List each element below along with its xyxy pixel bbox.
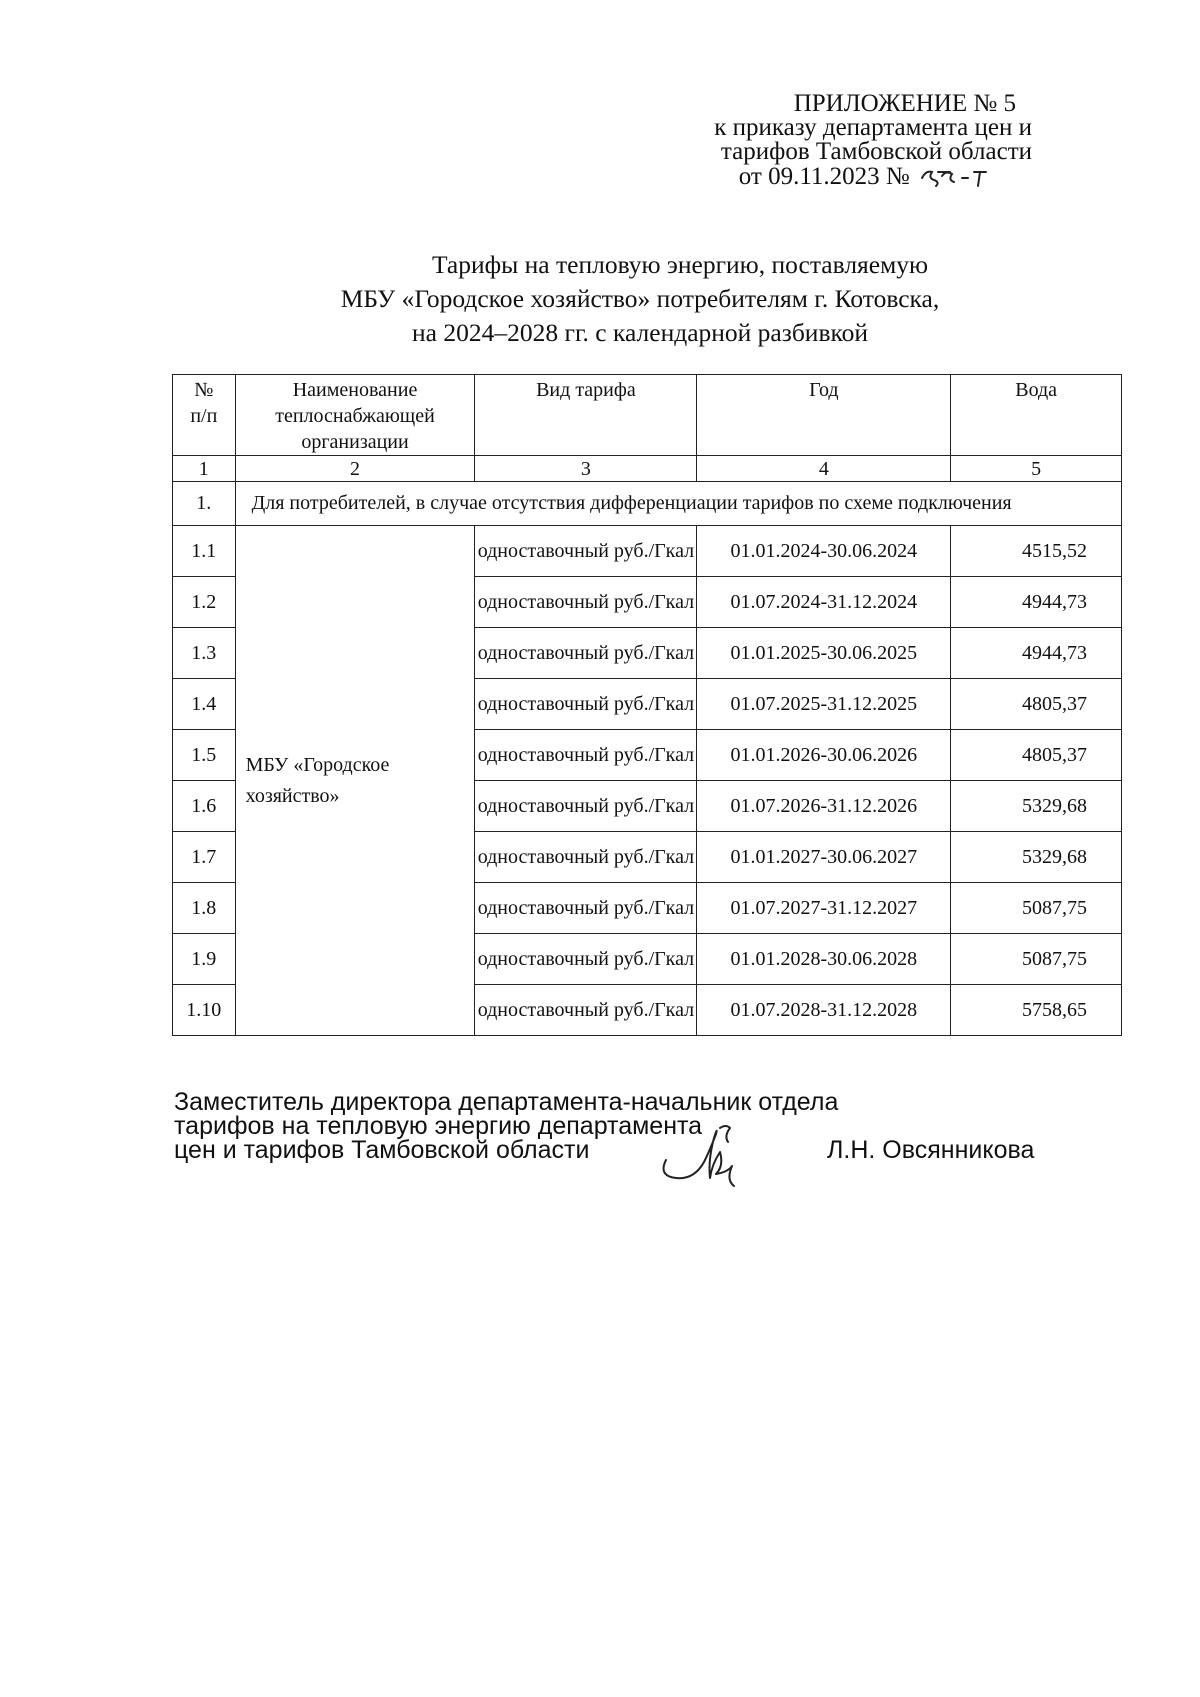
tariff-type: одноставочный руб./Гкал xyxy=(475,526,697,577)
header-organization: Наименование теплоснабжающей организации xyxy=(235,375,475,456)
col-number: 3 xyxy=(475,456,697,482)
document-title xyxy=(280,248,1000,350)
organization-cell: МБУ «Городское хозяйство» xyxy=(235,526,475,1036)
tariff-type: одноставочный руб./Гкал xyxy=(475,934,697,985)
period: 01.01.2025-30.06.2025 xyxy=(697,628,951,679)
row-num: 1.10 xyxy=(173,985,236,1036)
title-line-2: МБУ «Городское хозяйство» потребителям г. Котовска, xyxy=(340,284,940,313)
water-value: 5329,68 xyxy=(951,781,1122,832)
appendix-line-3: тарифов Тамбовской области xyxy=(720,138,1032,165)
water-value: 5758,65 xyxy=(951,985,1122,1036)
tariff-type: одноставочный руб./Гкал xyxy=(475,577,697,628)
section-text: Для потребителей, в случае отсутствия дифференциации тарифов по схеме подключения xyxy=(235,482,1121,526)
period: 01.01.2026-30.06.2026 xyxy=(697,730,951,781)
header-num: № п/п xyxy=(173,375,236,456)
appendix-line-2: к приказу департамента цен и xyxy=(714,114,1032,141)
row-num: 1.3 xyxy=(173,628,236,679)
period: 01.07.2028-31.12.2028 xyxy=(697,985,951,1036)
period: 01.01.2027-30.06.2027 xyxy=(697,832,951,883)
signer-position-line-1: Заместитель директора департамента-начальник отдела xyxy=(174,1088,839,1116)
water-value: 4805,37 xyxy=(951,730,1122,781)
row-num: 1.4 xyxy=(173,679,236,730)
appendix-header xyxy=(572,92,1032,189)
col-number: 4 xyxy=(697,456,951,482)
header-tariff-type: Вид тарифа xyxy=(475,375,697,456)
period: 01.01.2028-30.06.2028 xyxy=(697,934,951,985)
signer-position-line-3: цен и тарифов Тамбовской области xyxy=(174,1136,590,1164)
period: 01.07.2024-31.12.2024 xyxy=(697,577,951,628)
appendix-title: ПРИЛОЖЕНИЕ № 5 xyxy=(793,90,1016,117)
tariff-type: одноставочный руб./Гкал xyxy=(475,628,697,679)
row-num: 1.8 xyxy=(173,883,236,934)
tariff-type: одноставочный руб./Гкал xyxy=(475,832,697,883)
header-row xyxy=(173,375,1122,456)
section-row xyxy=(173,482,1122,526)
water-value: 5087,75 xyxy=(951,934,1122,985)
water-value: 5087,75 xyxy=(951,883,1122,934)
tariff-type: одноставочный руб./Гкал xyxy=(475,781,697,832)
row-num: 1.6 xyxy=(173,781,236,832)
col-number: 2 xyxy=(235,456,475,482)
row-num: 1.2 xyxy=(173,577,236,628)
tariff-type: одноставочный руб./Гкал xyxy=(475,679,697,730)
table-row xyxy=(173,526,1122,577)
section-num: 1. xyxy=(173,482,236,526)
water-value: 5329,68 xyxy=(951,832,1122,883)
signer-position-line-2: тарифов на тепловую энергию департамента xyxy=(174,1112,703,1140)
row-num: 1.7 xyxy=(173,832,236,883)
row-num: 1.1 xyxy=(173,526,236,577)
signature-block xyxy=(174,1090,1054,1162)
row-num: 1.9 xyxy=(173,934,236,985)
tariffs-table xyxy=(172,374,1122,1036)
water-value: 4515,52 xyxy=(951,526,1122,577)
tariff-type: одноставочный руб./Гкал xyxy=(475,730,697,781)
tariff-type: одноставочный руб./Гкал xyxy=(475,883,697,934)
water-value: 4944,73 xyxy=(951,577,1122,628)
period: 01.01.2024-30.06.2024 xyxy=(697,526,951,577)
tariff-type: одноставочный руб./Гкал xyxy=(475,985,697,1036)
order-date: от 09.11.2023 № xyxy=(738,163,910,190)
period: 01.07.2025-31.12.2025 xyxy=(697,679,951,730)
signer-name: Л.Н. Овсянникова xyxy=(827,1136,1035,1164)
header-water: Вода xyxy=(951,375,1122,456)
col-number: 5 xyxy=(951,456,1122,482)
handwritten-order-number-icon xyxy=(916,164,996,188)
header-year: Год xyxy=(697,375,951,456)
water-value: 4944,73 xyxy=(951,628,1122,679)
column-numbers-row xyxy=(173,456,1122,482)
handwritten-signature-icon xyxy=(654,1120,774,1190)
period: 01.07.2026-31.12.2026 xyxy=(697,781,951,832)
appendix-line-4 xyxy=(572,164,1032,189)
col-number: 1 xyxy=(173,456,236,482)
row-num: 1.5 xyxy=(173,730,236,781)
water-value: 4805,37 xyxy=(951,679,1122,730)
period: 01.07.2027-31.12.2027 xyxy=(697,883,951,934)
title-line-1: Тарифы на тепловую энергию, поставляемую xyxy=(431,250,929,279)
title-line-3: на 2024–2028 гг. с календарной разбивкой xyxy=(412,318,868,347)
